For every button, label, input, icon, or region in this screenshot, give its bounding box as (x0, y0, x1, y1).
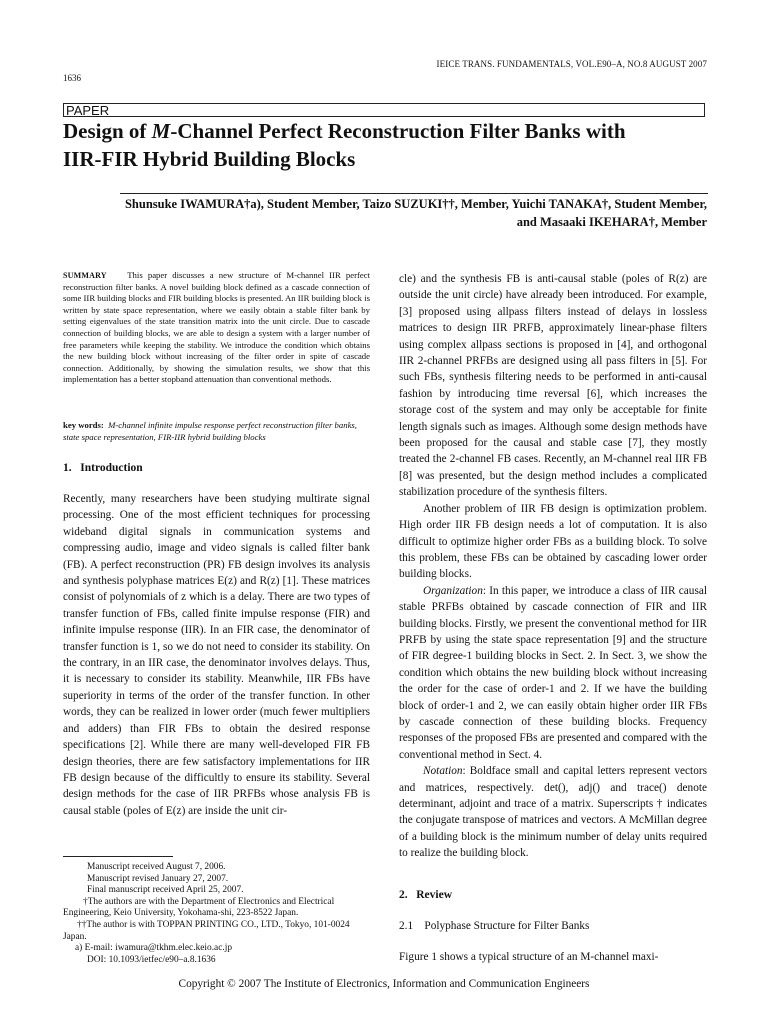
section-heading-review: 2. Review (399, 889, 453, 901)
keywords (63, 420, 370, 443)
authors-line1: Shunsuke IWAMURA†a), Student Member, Taizo SUZUKI††, Member, Yuichi TANAKA†, Student Member, (124, 197, 707, 211)
title-line2: IIR-FIR Hybrid Building Blocks (63, 147, 356, 171)
author-list (87, 195, 707, 231)
paper-title (63, 117, 713, 173)
abstract-label: SUMMARY (63, 271, 107, 280)
title-line1-italic: M (151, 119, 171, 143)
paragraph-continuation: cle) and the synthesis FB is anti-causal stable (poles of R(z) are outside the unit circle) have already been introduced. For example, [3] proposed using allpass filters instead of delays in lossless matrices to design IIR PRFB, approximately linear-phase filters using complex allpass sections is proposed in [4], and orthogonal IIR 2-channel PRFBs are designed using all pass filters in [5]. For such FBs, synthesis filtering needs to be performed in anti-causal fashion by introducing time reversal [6], which increases the storage cost of the system and may only be acceptable for finite length signals such as images. Although some design methods have been proposed for the causal and stable case [7], they mostly treated the 2-channel FB cases. Recently, an M-channel real IIR FB [8] was presented, but the design method includes a complicated stabilization procedure of the synthesis filters. (399, 273, 707, 499)
title-line1-pre: Design of (63, 119, 152, 143)
footnote-affiliation-2: ††The author is with TOPPAN PRINTING CO., LTD., Tokyo, 101-0024 Japan. (63, 919, 350, 942)
keywords-label: key words: (63, 420, 104, 430)
journal-header: IEICE TRANS. FUNDAMENTALS, VOL.E90–A, NO.8 AUGUST 2007 (436, 59, 707, 69)
right-column-body (399, 271, 707, 862)
footnote-final: Final manuscript received April 25, 2007. (87, 885, 244, 896)
footnote-doi: DOI: 10.1093/ietfec/e90–a.8.1636 (87, 954, 216, 965)
organization-label: Organization (423, 584, 483, 597)
footnote-revised: Manuscript revised January 27, 2007. (87, 873, 229, 884)
paragraph-optimization: Another problem of IIR FB design is optimization problem. High order IIR FB design needs a lot of computation. It is also difficult to optimize higher order FBs as a building block. To solve this problem, these FBs can be obtained by cascading lower order building blocks. (399, 502, 707, 581)
introduction-text: Recently, many researchers have been studying multirate signal processing. One of the most efficient techniques for processing wideband digital signals in communication systems and compressing audio, image and video signals is called filter bank (FB). A perfect reconstruction (PR) FB design involves its analysis and synthesis polyphase matrices E(z) and R(z) [1]. These matrices consist of polynomials of z which is a delay. There are two types of transfer function of FBs, called finite impulse response (FIR) and infinite impulse response (IIR). In an FIR case, the denominator of transfer function is 1, so we do not need to consider its stability. On the contrary, in an IIR case, the denominator involves delays. Thus, it is necessary to consider its stability. Meanwhile, IIR FBs have superiority in terms of the order of the transfer function. In other words, they can be realized in lower order (much fewer multipliers and adders) than FIR FBs to obtain the desired response specifications [2]. While there are many well-developed FIR FB design theories, there are few satisfactory implementations for IIR FB design because of the difficultly to ensure its stability. Several design methods for the case of IIR PRFBs whose analysis FB is causal stable (poles of E(z) are inside the unit cir- (63, 493, 370, 817)
abstract (63, 270, 370, 386)
paragraph-notation (399, 763, 707, 861)
paper-category-label: PAPER (63, 103, 705, 117)
section-heading-introduction: 1. Introduction (63, 462, 143, 474)
authors-line2: and Masaaki IKEHARA†, Member (516, 215, 707, 229)
organization-text: : In this paper, we introduce a class of IIR causal stable PRFBs obtained by cascade connection of FIR and IIR building blocks. Firstly, we present the conventional method for IIR PRFB by using the state space representation [9] and the structure of FIR degree-1 building blocks in Sect. 2. In Sect. 3, we show the condition which obtains the new building block without increasing the order for the case of order-1 and 2. If we have the building block of order-1 and 2, we can easily obtain higher order IIR FBs by cascade connection of these building blocks. Frequency responses of the proposed FBs are presented and compared with the conventional method in Sect. 4. (399, 584, 707, 761)
title-line1-post: -Channel Perfect Reconstruction Filter Banks with (170, 119, 626, 143)
footnote-rule (63, 856, 173, 857)
abstract-text: This paper discusses a new structure of M-channel IIR perfect reconstruction filter banks. A novel building block defined as a cascade connection of some IIR building blocks and FIR building blocks is presented. An IIR building block is written by state space representation, where we easily obtain a stable filter bank by setting eigenvalues of the state transition matrix into the unit circle. Due to cascade connection of building blocks, we are able to design a system with a larger number of free parameters while keeping the stability. We introduce the condition which obtains the new building block without increasing of the filter order in spite of cascade connection. Additionally, by showing the simulation results, we show that this implementation has a better stopband attenuation than conventional methods. (63, 270, 371, 385)
keywords-text: M-channel infinite impulse response perfect reconstruction filter banks, state space representation, FIR-IIR hybrid building blocks (63, 420, 357, 442)
copyright-footer: Copyright © 2007 The Institute of Electronics, Information and Communication Engineers (178, 978, 590, 990)
title-rule (120, 193, 708, 194)
footnote-affiliation-1: †The authors are with the Department of Electronics and Electrical Engineering, Keio University, Yokohama-shi, 223-8522 Japan. (63, 896, 335, 919)
page-number: 1636 (63, 73, 81, 83)
notation-label: Notation (423, 765, 463, 778)
footnote-email: a) E-mail: iwamura@tkhm.elec.keio.ac.jp (75, 943, 233, 954)
section2-text: Figure 1 shows a typical structure of an M-channel maxi- (399, 951, 659, 963)
footnotes (63, 862, 370, 966)
footnote-received: Manuscript received August 7, 2006. (87, 862, 226, 872)
subsection-heading-polyphase: 2.1 Polyphase Structure for Filter Banks (399, 920, 590, 932)
paragraph-organization (399, 583, 707, 763)
notation-text: : Boldface small and capital letters represent vectors and matrices, respectively. det(), adj() and trace() denote determinant, adjoint and trace of a matrix. Superscripts † indicates the conjugate transpose of matrices and vectors. A McMillan degree of a building block is the minimum number of delay units required to realize the building block. (399, 765, 707, 860)
